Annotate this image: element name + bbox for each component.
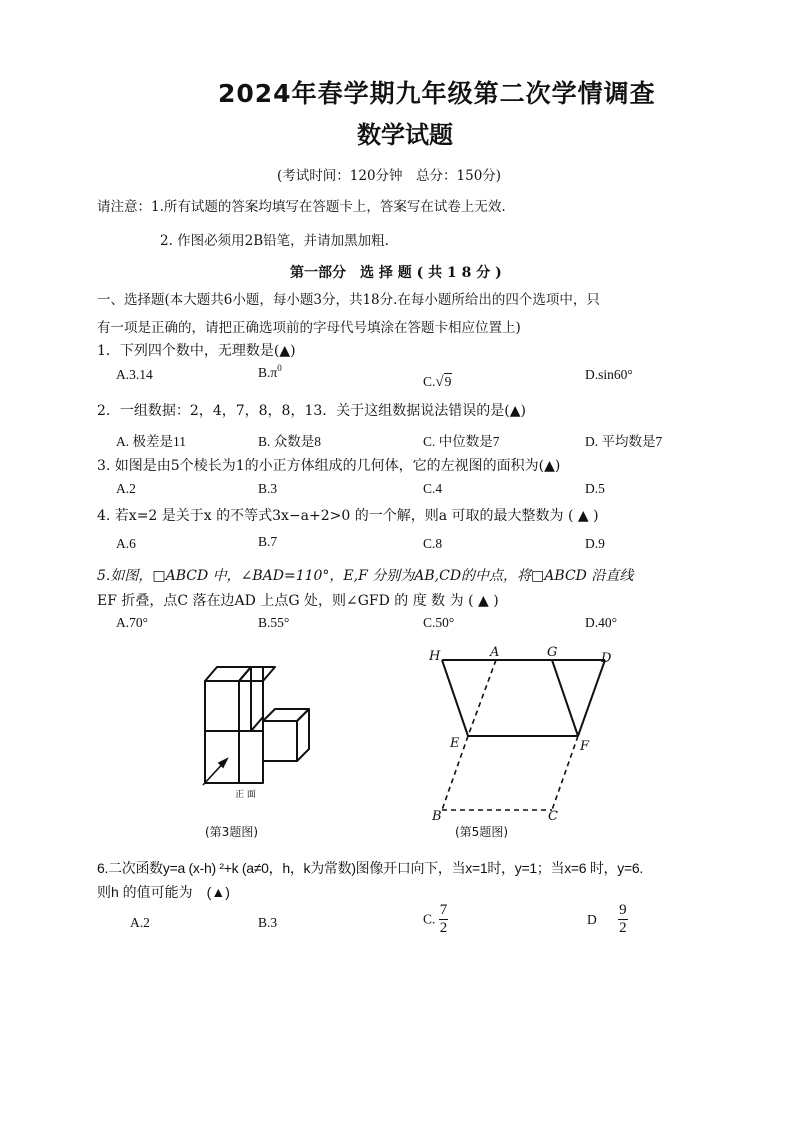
q2-option-b: B. 众数是8 [258, 434, 322, 449]
q5-option-c: C.50° [423, 615, 455, 630]
q1-option-c [423, 374, 452, 391]
q4-option-d: D.9 [585, 536, 605, 551]
q6-option-c-prefix: C. [423, 911, 436, 927]
point-label-h: H [429, 649, 441, 664]
q6-stem-2: 则h 的值可能为 (▲) [97, 884, 230, 900]
front-label: 正 面 [235, 790, 256, 800]
point-label-b: B [432, 809, 442, 824]
q4-option-a: A.6 [116, 536, 136, 551]
q3-stem: 3. 如图是由5个棱长为1的小正方体组成的几何体，它的左视图的面积为(▲) [97, 458, 561, 474]
line-ae-dashed [468, 660, 496, 736]
q5-stem-1: 5.如图，□ABCD 中，∠BAD=110°，E,F 分别为AB,CD的中点，将□ABCD 沿直线 [97, 568, 634, 584]
q1-option-b-base: B.π [258, 365, 278, 380]
point-label-f: F [580, 739, 590, 754]
subject-title: 数学试题 [357, 121, 453, 149]
q3-option-d: D.5 [585, 481, 605, 496]
q5-option-d: D.40° [585, 615, 618, 630]
exam-info: (考试时间：120分钟 总分：150分) [277, 168, 502, 184]
figure-5-parallelogram [420, 640, 625, 825]
q6-option-d-prefix: D [587, 911, 597, 927]
point-label-a: A [490, 645, 500, 660]
q1-option-b [258, 365, 282, 381]
cube-middle-top [239, 667, 275, 681]
cube-front-upper [205, 681, 239, 731]
point-label-e: E [450, 736, 460, 751]
exam-title: 2024年春学期九年级第二次学情调查 [218, 79, 656, 108]
q2-option-d: D. 平均数是7 [585, 434, 663, 449]
q4-stem: 4. 若x=2 是关于x 的不等式3x−a+2>0 的一个解，则a 可取的最大整数为 ( ▲ ) [97, 508, 599, 524]
figure-3-cubes [175, 655, 345, 805]
cube-front-lower [205, 731, 239, 783]
notice-2: 2. 作图必须用2B铅笔，并请加黑加粗. [160, 233, 389, 249]
q1-option-d: D.sin60° [585, 367, 633, 382]
cube-front-lower-middle [239, 731, 263, 783]
q3-option-a: A.2 [116, 481, 136, 496]
notice-1: 请注意：1.所有试题的答案均填写在答题卡上，答案写在试卷上无效. [97, 199, 506, 215]
point-label-d: D [601, 651, 612, 666]
q6-option-c-fraction [439, 902, 449, 937]
q6-option-a: A.2 [130, 915, 150, 930]
q1-option-c-prefix: C. [423, 374, 436, 389]
line-gf [552, 660, 578, 736]
cube-side-right [297, 709, 309, 761]
figure-5-caption: (第5题图) [455, 825, 508, 839]
q4-option-b: B.7 [258, 534, 278, 549]
q2-option-c: C. 中位数是7 [423, 434, 500, 449]
part-one-heading: 第一部分 选 择 题 ( 共 1 8 分 ) [290, 265, 502, 281]
sqrt-sign: √ [435, 374, 444, 390]
part-one-instructions-2: 有一项是正确的，请把正确选项前的字母代号填涂在答题卡相应位置上) [97, 320, 521, 336]
q2-option-a: A. 极差是11 [116, 434, 186, 449]
part-one-instructions-1: 一、选择题(本大题共6小题，每小题3分，共18分.在每小题所给出的四个选项中，只 [97, 292, 600, 308]
q6-option-b: B.3 [258, 915, 278, 930]
q2-stem: 2．一组数据：2，4，7，8，8，13．关于这组数据说法错误的是(▲) [97, 403, 526, 419]
line-fc-dashed [552, 736, 578, 810]
q1-option-b-exponent: 0 [277, 363, 282, 373]
q5-stem-2: EF 折叠，点C 落在边AD 上点G 处，则∠GFD 的 度 数 为 ( ▲ ) [97, 593, 499, 609]
q5-option-b: B.55° [258, 615, 290, 630]
q6-option-c-denominator: 2 [439, 920, 448, 936]
q4-option-c: C.8 [423, 536, 443, 551]
q6-stem-1: 6.二次函数y=a (x-h) ²+k (a≠0，h，k为常数)图像开口向下，当x=1时，y=1；当x=6 时，y=6. [97, 860, 643, 876]
q3-option-c: C.4 [423, 481, 443, 496]
q3-option-b: B.3 [258, 481, 278, 496]
q1-option-c-radicand: 9 [444, 374, 452, 389]
q6-option-d-fraction [618, 902, 628, 937]
q5-option-a: A.70° [116, 615, 149, 630]
figure-3-caption: (第3题图) [205, 825, 258, 839]
q6-option-c [423, 902, 448, 937]
line-he [442, 660, 468, 736]
cube-front-right [263, 721, 297, 761]
q6-option-d-numerator: 9 [619, 902, 627, 918]
point-label-g: G [547, 645, 558, 660]
q6-option-d [587, 902, 628, 937]
q6-option-d-denominator: 2 [619, 920, 627, 936]
q1-stem: 1．下列四个数中，无理数是(▲) [97, 343, 296, 359]
q1-option-a: A.3.14 [116, 367, 153, 382]
line-df [578, 660, 605, 736]
q6-option-c-numerator: 7 [439, 902, 448, 918]
point-label-c: C [548, 809, 558, 824]
